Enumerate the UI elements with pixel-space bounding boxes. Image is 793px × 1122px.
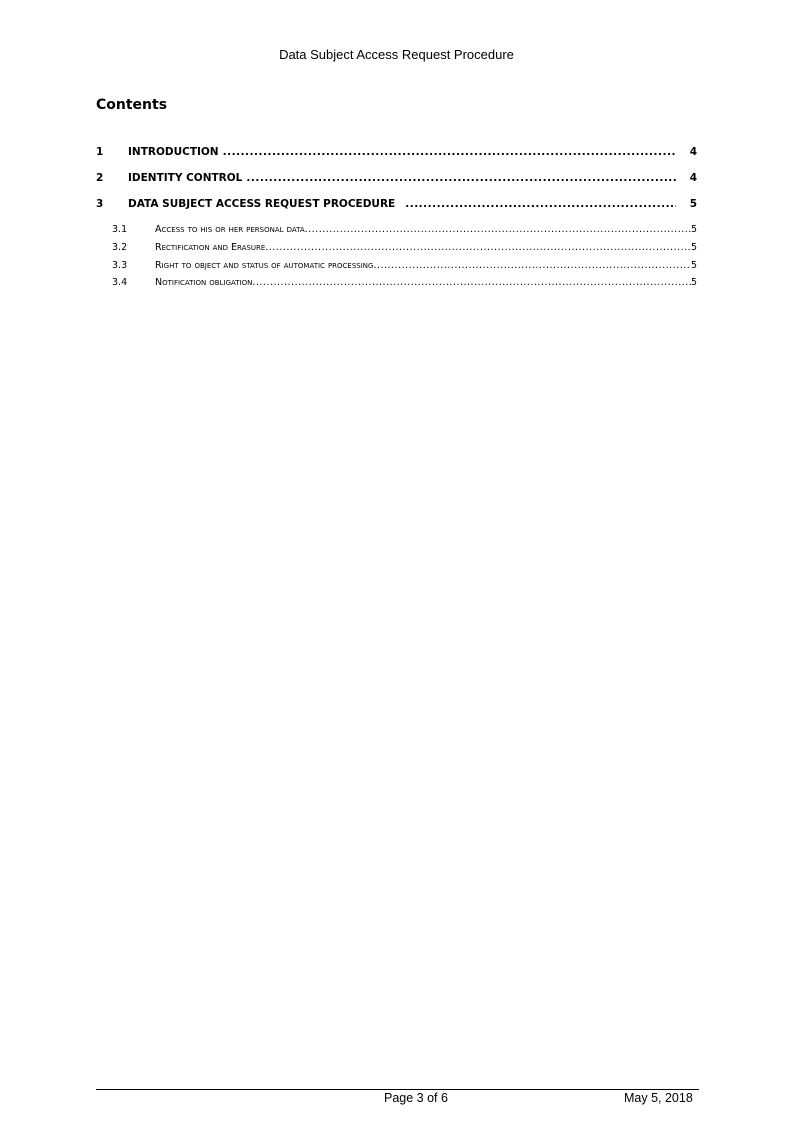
toc-dot-leader <box>246 172 675 184</box>
footer-date: May 5, 2018 <box>624 1091 693 1105</box>
footer-divider <box>96 1089 699 1090</box>
toc-entry-label: INTRODUCTION <box>128 146 219 158</box>
toc-dot-leader <box>223 146 676 158</box>
toc-entry-page: 5 <box>689 198 697 210</box>
toc-dot-leader <box>373 260 690 271</box>
toc-dot-leader <box>305 224 691 235</box>
toc-entry-label: Right to object and status of automatic processing <box>155 260 374 271</box>
toc-entry-label: Access to his or her personal data <box>155 224 305 235</box>
toc-entry-label: IDENTITY CONTROL <box>128 172 243 184</box>
toc-entry-identity-control[interactable] <box>96 172 697 184</box>
toc-entry-number: 3 <box>96 198 104 210</box>
toc-entry-introduction[interactable] <box>96 146 697 158</box>
toc-entry-number: 3.2 <box>112 242 128 253</box>
toc-entry-number: 1 <box>96 146 104 158</box>
toc-entry-label: DATA SUBJECT ACCESS REQUEST PROCEDURE <box>128 198 396 210</box>
toc-entry-label: Notification obligation <box>155 277 253 288</box>
page-header-title: Data Subject Access Request Procedure <box>279 47 514 62</box>
toc-entry-procedure[interactable] <box>96 198 697 210</box>
toc-entry-access-personal-data[interactable] <box>112 224 697 235</box>
toc-entry-rectification[interactable] <box>112 242 697 253</box>
toc-entry-number: 3.4 <box>112 277 128 288</box>
toc-entry-notification[interactable] <box>112 277 697 288</box>
toc-entry-number: 3.1 <box>112 224 128 235</box>
toc-dot-leader <box>252 277 691 288</box>
toc-heading: Contents <box>96 97 168 113</box>
toc-dot-leader <box>265 242 691 253</box>
toc-entry-page: 4 <box>689 146 697 158</box>
toc-entry-page: 5 <box>690 277 697 288</box>
toc-entry-page: 4 <box>689 172 697 184</box>
footer-page-number: Page 3 of 6 <box>384 1091 448 1105</box>
toc-entry-number: 2 <box>96 172 104 184</box>
toc-entry-right-to-object[interactable] <box>112 260 697 271</box>
toc-entry-page: 5 <box>690 260 697 271</box>
toc-entry-page: 5 <box>690 242 697 253</box>
toc-dot-leader <box>405 198 675 210</box>
toc-entry-number: 3.3 <box>112 260 128 271</box>
toc-entry-page: 5 <box>690 224 697 235</box>
toc-entry-label: Rectification and Erasure <box>155 242 266 253</box>
